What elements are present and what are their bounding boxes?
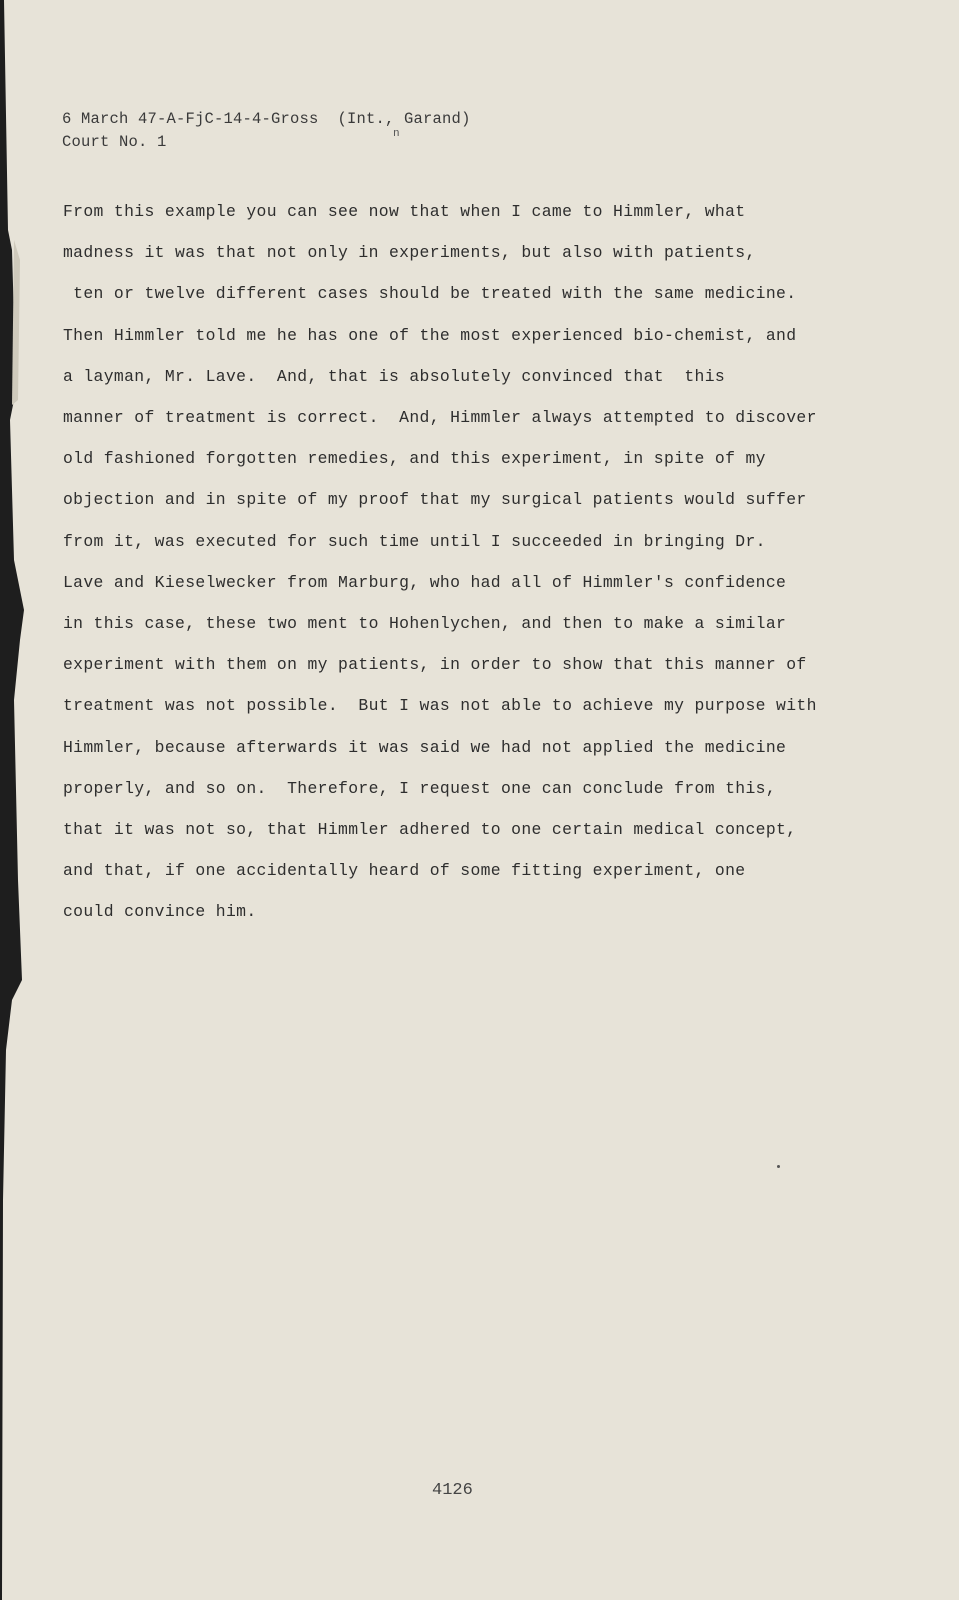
body-line: Lave and Kieselwecker from Marburg, who had all of Himmler's confidence <box>63 572 787 592</box>
body-line: Himmler, because afterwards it was said we had not applied the medicine <box>63 737 787 757</box>
body-line: manner of treatment is correct. And, Himmler always attempted to discover <box>63 408 817 428</box>
body-line: From this example you can see now that when I came to Himmler, what <box>63 202 746 221</box>
body-line: that it was not so, that Himmler adhered to one certain medical concept, <box>63 820 797 840</box>
header-line-court: Court No. 1 <box>62 133 167 151</box>
body-line: experiment with them on my patients, in order to show that this manner of <box>63 655 807 675</box>
torn-edge-icon <box>0 0 30 1600</box>
body-line: treatment was not possible. But I was not able to achieve my purpose with <box>63 696 817 716</box>
body-line: could convince him. <box>63 902 257 922</box>
paper-speck <box>777 1165 780 1168</box>
body-line: a layman, Mr. Lave. And, that is absolutely convinced that this <box>63 366 726 386</box>
header-line-date-case: 6 March 47-A-FjC-14-4-Gross (Int., Garand) <box>62 110 471 128</box>
page-number: 4126 <box>432 1481 473 1500</box>
body-line: objection and in spite of my proof that my surgical patients would suffer <box>63 490 807 510</box>
body-line: and that, if one accidentally heard of some fitting experiment, one <box>63 861 746 881</box>
body-line: madness it was that not only in experiments, but also with patients, <box>63 243 756 263</box>
body-line: properly, and so on. Therefore, I request one can conclude from this, <box>63 778 777 798</box>
body-line: Then Himmler told me he has one of the most experienced bio-chemist, and <box>63 325 797 345</box>
document-header <box>62 108 471 154</box>
header-annotation-mark: n <box>393 128 400 140</box>
body-line: in this case, these two ment to Hohenlychen, and then to make a similar <box>63 614 787 634</box>
body-line: from it, was executed for such time until I succeeded in bringing Dr. <box>63 531 766 551</box>
body-line: ten or twelve different cases should be treated with the same medicine. <box>63 284 797 304</box>
body-line: old fashioned forgotten remedies, and this experiment, in spite of my <box>63 449 766 469</box>
transcript-body <box>63 191 933 933</box>
